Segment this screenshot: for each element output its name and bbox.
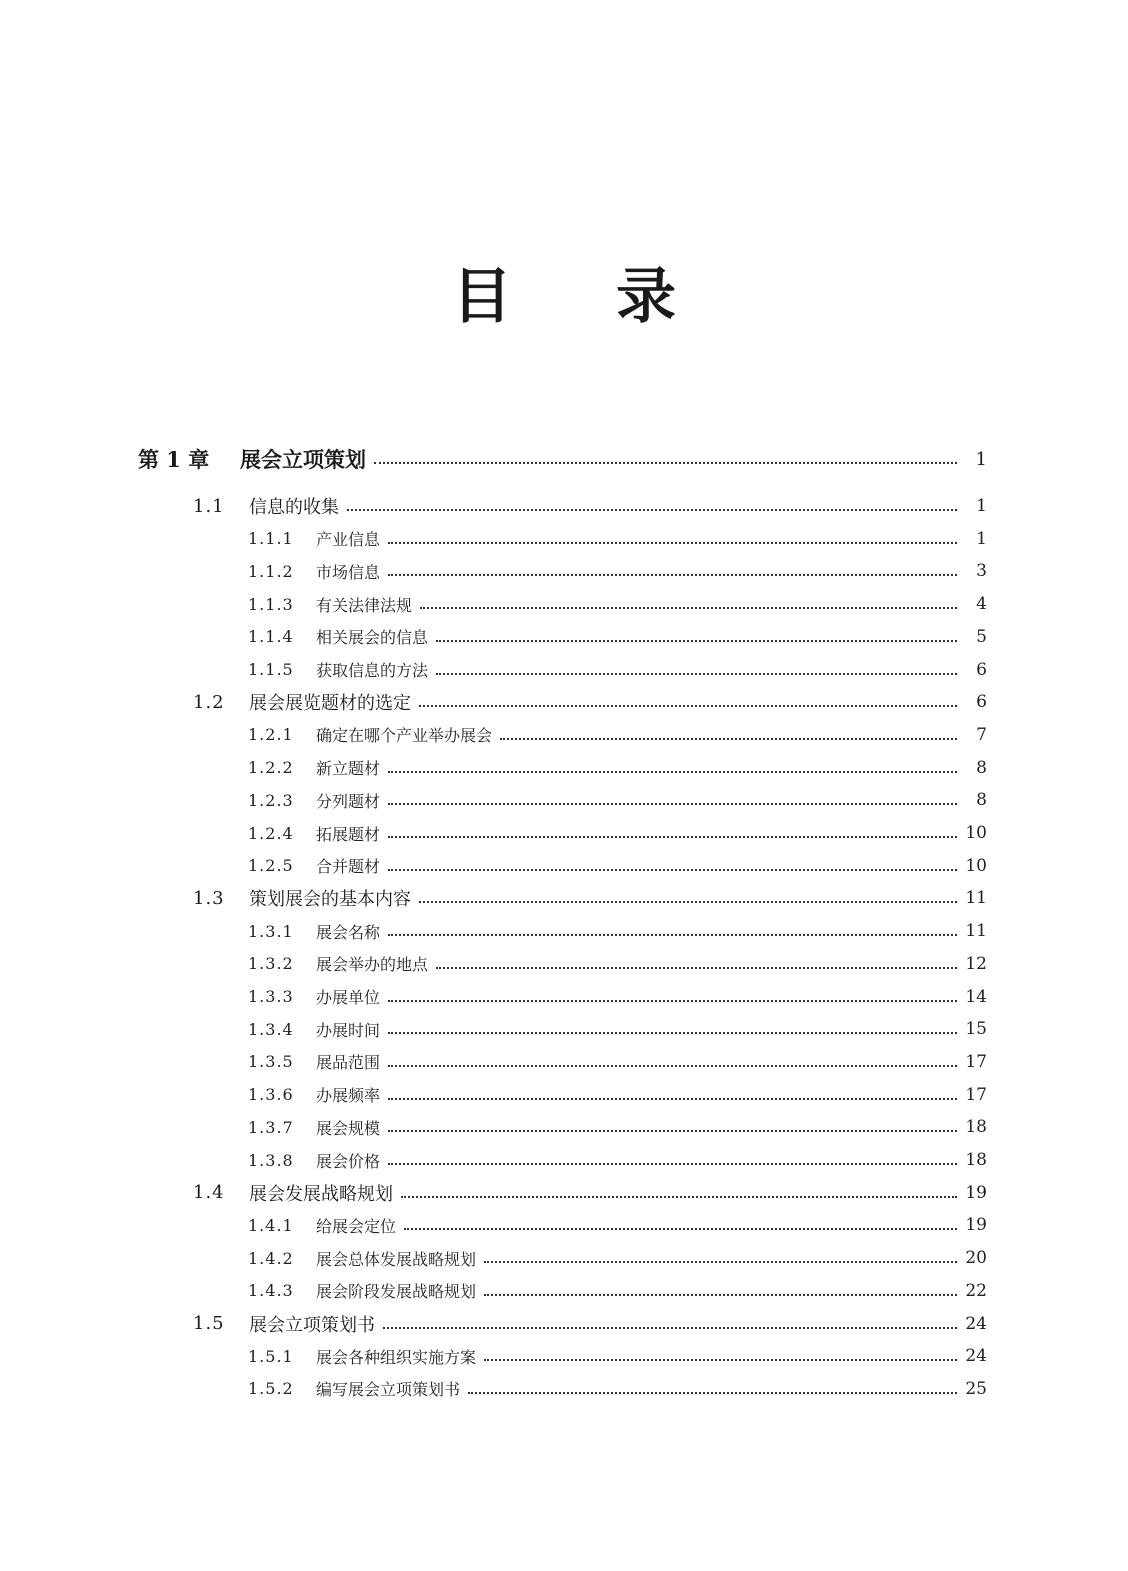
toc-entry-title: 办展时间 <box>316 1020 381 1040</box>
title-char-2: 录 <box>616 262 676 332</box>
toc-section-entry[interactable] <box>193 490 987 522</box>
toc-subsection-entry[interactable] <box>248 752 987 784</box>
toc-entry-number: 1.1.5 <box>248 660 294 679</box>
dot-leader <box>484 1359 957 1361</box>
toc-subsection-entry[interactable] <box>248 1046 987 1078</box>
toc-subsection-entry[interactable] <box>248 784 987 816</box>
toc-entry-number: 1.1.4 <box>248 627 294 647</box>
toc-subsection-entry[interactable] <box>248 1144 987 1176</box>
toc-entry-number: 1.4.2 <box>248 1248 294 1268</box>
toc-entry-page: 24 <box>965 1313 987 1334</box>
dot-leader <box>484 1294 957 1296</box>
toc-entry-page: 25 <box>965 1378 987 1399</box>
toc-entry-page: 11 <box>965 888 987 909</box>
toc-subsection-entry[interactable] <box>248 654 987 686</box>
toc-entry-number: 1.3.1 <box>248 921 294 941</box>
toc-entry-number: 1.3.6 <box>248 1085 294 1105</box>
toc-entry-page: 1 <box>975 448 987 470</box>
toc-subsection-entry[interactable] <box>248 1373 987 1405</box>
toc-entry-title: 展会立项策划 <box>240 447 366 472</box>
dot-leader <box>388 869 957 871</box>
dot-leader <box>383 1327 957 1329</box>
toc-entry-page: 17 <box>965 1084 987 1105</box>
toc-entry-title: 展会总体发展战略规划 <box>316 1249 477 1269</box>
toc-entry-number: 1.3.3 <box>248 987 294 1006</box>
dot-leader <box>500 738 957 740</box>
toc-entry-page: 19 <box>965 1182 987 1203</box>
toc-entry-number: 1.3.2 <box>248 954 294 974</box>
toc-subsection-entry[interactable] <box>248 1111 987 1143</box>
toc-entry-page: 14 <box>965 986 987 1007</box>
toc-subsection-entry[interactable] <box>248 1340 987 1372</box>
toc-entry-page: 8 <box>976 757 987 778</box>
toc-entry-title: 拓展题材 <box>316 824 381 844</box>
toc-entry-page: 6 <box>976 659 987 680</box>
dot-leader <box>436 967 957 969</box>
toc-entry-number: 1.4.3 <box>248 1281 294 1301</box>
toc-entry-title: 策划展会的基本内容 <box>249 889 411 911</box>
toc-subsection-entry[interactable] <box>248 1242 987 1274</box>
toc-entry-number: 1.2 <box>193 691 225 713</box>
toc-entry-page: 22 <box>965 1280 987 1301</box>
toc-entry-title: 展会展览题材的选定 <box>249 693 411 715</box>
toc-entry-number: 1.5.2 <box>248 1379 294 1399</box>
toc-entry-number: 1.4.1 <box>248 1215 294 1235</box>
toc-entry-title: 编写展会立项策划书 <box>316 1380 461 1400</box>
dot-leader <box>436 640 957 642</box>
dot-leader <box>388 1000 957 1002</box>
toc-entry-page: 4 <box>976 594 987 615</box>
dot-leader <box>436 673 957 675</box>
toc-entry-number: 1.3 <box>193 887 225 909</box>
toc-subsection-entry[interactable] <box>248 1275 987 1307</box>
toc-subsection-entry[interactable] <box>248 981 987 1013</box>
toc-entry-title: 展品范围 <box>316 1053 381 1073</box>
dot-leader <box>388 934 957 936</box>
dot-leader <box>388 1032 957 1034</box>
toc-entry-title: 给展会定位 <box>316 1216 397 1236</box>
toc-section-entry[interactable] <box>193 1177 987 1209</box>
dot-leader <box>419 901 957 903</box>
dot-leader <box>468 1392 957 1394</box>
toc-entry-number: 1.3.7 <box>248 1117 294 1137</box>
dot-leader <box>388 574 957 576</box>
toc-entry-number: 1.2.1 <box>248 725 294 745</box>
toc-entry-page: 17 <box>965 1051 987 1072</box>
toc-entry-number: 1.2.3 <box>248 790 294 810</box>
dot-leader <box>420 607 957 609</box>
toc-entry-number: 1.3.4 <box>248 1019 294 1039</box>
toc-entry-title: 展会立项策划书 <box>249 1314 375 1336</box>
toc-entry-number: 1.1.1 <box>248 529 294 549</box>
toc-entry-page: 3 <box>976 561 987 582</box>
toc-entry-number: 1.3.8 <box>248 1150 294 1170</box>
toc-entry-title: 新立题材 <box>316 759 381 779</box>
toc-entry-title: 展会阶段发展战略规划 <box>316 1282 477 1302</box>
toc-entry-page: 24 <box>965 1346 987 1367</box>
toc-subsection-entry[interactable] <box>248 523 987 555</box>
toc-entry-page: 19 <box>965 1215 987 1236</box>
toc-entry-title: 展会发展战略规划 <box>249 1183 393 1205</box>
dot-leader <box>388 1130 957 1132</box>
toc-entry-page: 18 <box>965 1117 987 1138</box>
dot-leader <box>388 542 957 544</box>
toc-entry-title: 展会举办的地点 <box>316 955 429 975</box>
toc-entry-page: 15 <box>965 1019 987 1040</box>
toc-entry-page: 5 <box>976 626 987 647</box>
toc-entry-title: 展会规模 <box>316 1118 381 1138</box>
toc-section-entry[interactable] <box>193 882 987 914</box>
toc-entry-title: 信息的收集 <box>249 497 339 518</box>
toc-entry-title: 有关法律法规 <box>316 595 413 615</box>
toc-subsection-entry[interactable] <box>248 719 987 751</box>
toc-entry-page: 8 <box>976 790 987 811</box>
toc-entry-title: 分列题材 <box>316 791 381 811</box>
dot-leader <box>388 771 957 773</box>
dot-leader <box>374 462 957 464</box>
toc-entry-title: 相关展会的信息 <box>316 628 429 648</box>
toc-entry-page: 10 <box>965 823 987 843</box>
toc-entry-number: 1.3.5 <box>248 1052 294 1072</box>
title-char-1: 目 <box>452 262 512 332</box>
toc-entry-title: 确定在哪个产业举办展会 <box>316 726 493 746</box>
toc-chapter-entry[interactable] <box>138 443 987 475</box>
toc-entry-title: 展会价格 <box>316 1151 381 1171</box>
toc-entry-number: 1.4 <box>193 1182 225 1204</box>
toc-entry-number: 1.1 <box>193 495 225 517</box>
dot-leader <box>401 1196 957 1198</box>
dot-leader <box>388 1163 957 1165</box>
toc-entry-title: 展会名称 <box>316 922 381 942</box>
toc-subsection-entry[interactable] <box>248 621 987 653</box>
toc-subsection-entry[interactable] <box>248 915 987 947</box>
toc-entry-number: 1.5.1 <box>248 1346 294 1366</box>
toc-entry-page: 12 <box>965 953 987 974</box>
toc-subsection-entry[interactable] <box>248 588 987 620</box>
toc-entry-title: 展会各种组织实施方案 <box>316 1347 477 1367</box>
toc-entry-number: 1.2.2 <box>248 758 294 778</box>
toc-entry-number: 1.2.4 <box>248 823 294 843</box>
toc-entry-page: 1 <box>976 528 987 549</box>
dot-leader <box>388 1065 957 1067</box>
toc-entry-number: 1.1.2 <box>248 561 294 581</box>
toc-entry-page: 7 <box>976 724 987 745</box>
dot-leader <box>388 803 957 805</box>
toc-subsection-entry[interactable] <box>248 555 987 587</box>
dot-leader <box>388 1098 957 1100</box>
dot-leader <box>347 509 957 511</box>
toc-entry-title: 市场信息 <box>316 562 381 582</box>
toc-entry-title: 产业信息 <box>316 530 381 550</box>
dot-leader <box>404 1228 957 1230</box>
toc-subsection-entry[interactable] <box>248 1209 987 1241</box>
toc-entry-number: 1.1.3 <box>248 594 294 614</box>
toc-section-entry[interactable] <box>193 1308 987 1340</box>
toc-subsection-entry[interactable] <box>248 817 987 849</box>
dot-leader <box>419 705 957 707</box>
toc-entry-page: 6 <box>976 692 987 713</box>
toc-entry-title: 合并题材 <box>316 857 381 877</box>
toc-entry-page: 10 <box>965 855 987 876</box>
toc-section-entry[interactable] <box>193 686 987 718</box>
dot-leader <box>484 1261 957 1263</box>
toc-entry-number: 第 1 章 <box>138 447 210 472</box>
toc-subsection-entry[interactable] <box>248 1079 987 1111</box>
toc-entry-title: 办展频率 <box>316 1086 381 1106</box>
dot-leader <box>388 836 957 838</box>
toc-entry-page: 1 <box>976 496 987 516</box>
toc-entry-title: 获取信息的方法 <box>316 661 429 680</box>
toc-entry-page: 18 <box>965 1150 987 1170</box>
toc-subsection-entry[interactable] <box>248 948 987 980</box>
toc-subsection-entry[interactable] <box>248 1013 987 1045</box>
toc-entry-page: 20 <box>965 1248 987 1269</box>
toc-entry-title: 办展单位 <box>316 988 381 1007</box>
toc-entry-number: 1.5 <box>193 1313 225 1334</box>
toc-subsection-entry[interactable] <box>248 850 987 882</box>
toc-entry-number: 1.2.5 <box>248 856 294 876</box>
page-title <box>0 262 1128 332</box>
toc-entry-page: 11 <box>965 921 987 942</box>
